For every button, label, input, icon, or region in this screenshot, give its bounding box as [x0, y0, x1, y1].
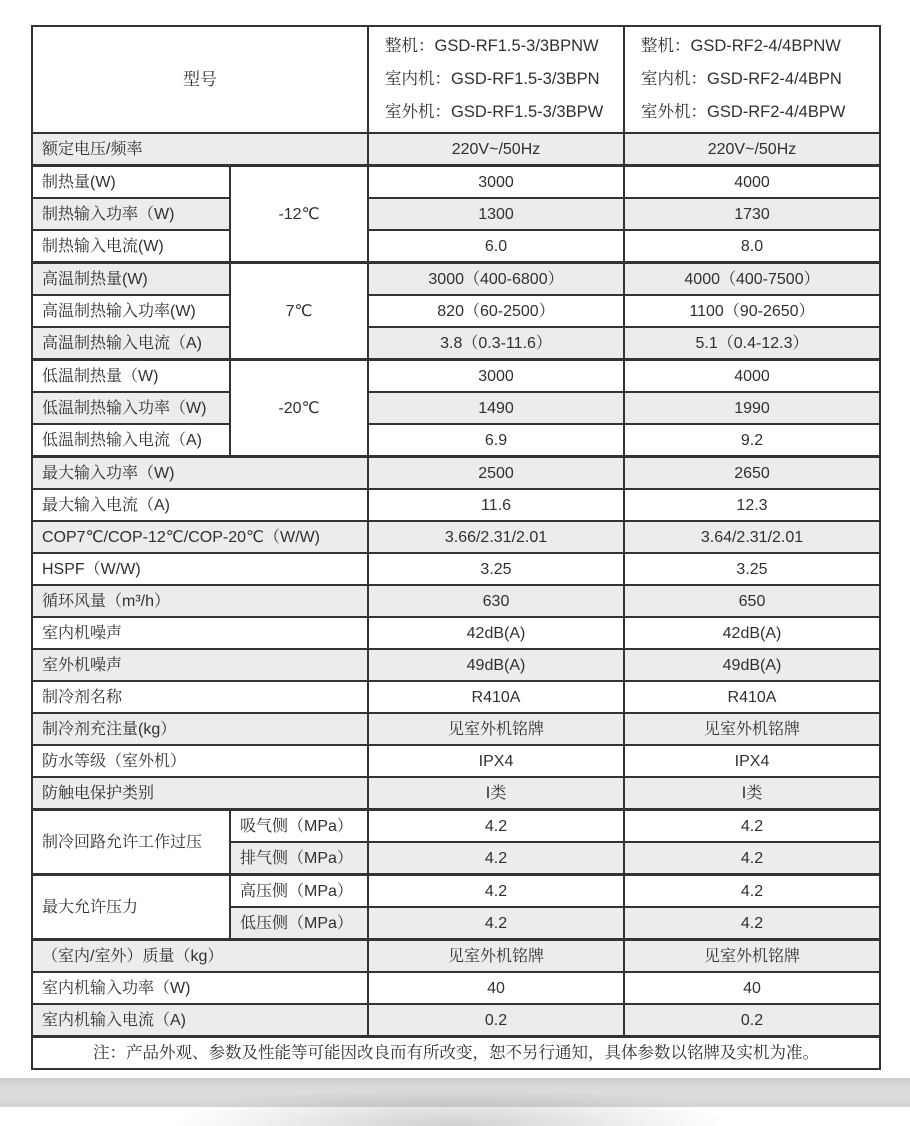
- row-value: 820（60-2500）: [368, 295, 624, 327]
- spec-table: [31, 25, 881, 1070]
- row-label: 制热输入功率（W): [32, 198, 230, 230]
- row-label: 高温制热输入电流（A): [32, 327, 230, 360]
- table-row: [32, 940, 880, 973]
- row-value: 3000: [368, 360, 624, 393]
- row-value: 49dB(A): [624, 649, 880, 681]
- row-value: 6.0: [368, 230, 624, 263]
- row-value: 12.3: [624, 489, 880, 521]
- row-value: 4.2: [368, 842, 624, 875]
- bottom-shadow-band: [0, 1078, 910, 1107]
- row-label: 低温制热量（W): [32, 360, 230, 393]
- row-label: 低温制热输入电流（A): [32, 424, 230, 457]
- group-label-overpressure: 制冷回路允许工作过压: [32, 810, 230, 875]
- row-value: 见室外机铭牌: [624, 940, 880, 973]
- row-value: 4.2: [624, 842, 880, 875]
- row-label: HSPF（W/W): [32, 553, 368, 585]
- table-row: [32, 166, 880, 199]
- table-row: [32, 713, 880, 745]
- row-label: 额定电压/频率: [32, 133, 368, 166]
- model-cell-2: [624, 26, 880, 133]
- row-value: 0.2: [624, 1004, 880, 1037]
- row-value: 1730: [624, 198, 880, 230]
- row-value: 6.9: [368, 424, 624, 457]
- note-text: 注：产品外观、参数及性能等可能因改良而有所改变，恕不另行通知，具体参数以铭牌及实机为准。: [32, 1037, 880, 1070]
- temp-cell-minus20: -20℃: [230, 360, 368, 457]
- row-label: 室内机输入电流（A): [32, 1004, 368, 1037]
- row-value: 40: [368, 972, 624, 1004]
- row-label: 防触电保护类别: [32, 777, 368, 810]
- row-value: 3.64/2.31/2.01: [624, 521, 880, 553]
- row-value: 3.25: [368, 553, 624, 585]
- row-value: 3000（400-6800）: [368, 263, 624, 296]
- row-sublabel: 高压侧（MPa）: [230, 875, 368, 908]
- model-1-whole: 整机：GSD-RF1.5-3/3BPNW: [385, 37, 599, 55]
- row-label: 制热输入电流(W): [32, 230, 230, 263]
- row-value: 4000（400-7500）: [624, 263, 880, 296]
- row-label: 制冷剂名称: [32, 681, 368, 713]
- temp-cell-minus12: -12℃: [230, 166, 368, 263]
- model-header-label: 型号: [32, 26, 368, 133]
- row-value: R410A: [624, 681, 880, 713]
- model-cell-1: [368, 26, 624, 133]
- row-label: 循环风量（m³/h）: [32, 585, 368, 617]
- table-row: [32, 424, 880, 457]
- row-value: Ⅰ类: [624, 777, 880, 810]
- row-value: 8.0: [624, 230, 880, 263]
- table-row: [32, 875, 880, 908]
- table-row: [32, 810, 880, 843]
- model-1-outdoor: 室外机：GSD-RF1.5-3/3BPW: [385, 103, 604, 121]
- table-row: [32, 230, 880, 263]
- row-label: 低温制热输入功率（W): [32, 392, 230, 424]
- row-value: 1100（90-2650）: [624, 295, 880, 327]
- table-row: [32, 392, 880, 424]
- row-value: 3.25: [624, 553, 880, 585]
- table-row: [32, 360, 880, 393]
- table-row: [32, 263, 880, 296]
- model-2-outdoor: 室外机：GSD-RF2-4/4BPW: [641, 103, 846, 121]
- table-row: [32, 681, 880, 713]
- row-sublabel: 排气侧（MPa）: [230, 842, 368, 875]
- row-value: 1300: [368, 198, 624, 230]
- row-label: 室内机噪声: [32, 617, 368, 649]
- row-value: IPX4: [624, 745, 880, 777]
- table-row: [32, 489, 880, 521]
- table-row: [32, 198, 880, 230]
- row-value: 1990: [624, 392, 880, 424]
- row-label: 最大输入电流（A): [32, 489, 368, 521]
- row-value: 49dB(A): [368, 649, 624, 681]
- row-label: 制冷剂充注量(kg）: [32, 713, 368, 745]
- row-value: 42dB(A): [368, 617, 624, 649]
- row-value: 9.2: [624, 424, 880, 457]
- row-sublabel: 吸气侧（MPa）: [230, 810, 368, 843]
- row-label: COP7℃/COP-12℃/COP-20℃（W/W): [32, 521, 368, 553]
- row-value: 4.2: [624, 875, 880, 908]
- table-row: [32, 457, 880, 490]
- table-row: [32, 553, 880, 585]
- row-label: 高温制热输入功率(W): [32, 295, 230, 327]
- row-label: （室内/室外）质量（kg）: [32, 940, 368, 973]
- table-row: [32, 777, 880, 810]
- table-row: [32, 295, 880, 327]
- temp-cell-plus7: 7℃: [230, 263, 368, 360]
- row-value: 630: [368, 585, 624, 617]
- row-value: 5.1（0.4-12.3）: [624, 327, 880, 360]
- row-label: 最大输入功率（W): [32, 457, 368, 490]
- table-row: [32, 327, 880, 360]
- row-value: 见室外机铭牌: [368, 713, 624, 745]
- row-value: 11.6: [368, 489, 624, 521]
- row-value: 2650: [624, 457, 880, 490]
- model-2-indoor: 室内机：GSD-RF2-4/4BPN: [641, 70, 842, 88]
- row-label: 制热量(W): [32, 166, 230, 199]
- row-value: 2500: [368, 457, 624, 490]
- row-value: 0.2: [368, 1004, 624, 1037]
- row-value: 4.2: [368, 875, 624, 908]
- table-header-row: [32, 26, 880, 133]
- row-value: 4000: [624, 360, 880, 393]
- row-value: 40: [624, 972, 880, 1004]
- row-value: 3.8（0.3-11.6）: [368, 327, 624, 360]
- note-row: [32, 1037, 880, 1070]
- row-value: 1490: [368, 392, 624, 424]
- row-label: 室内机输入功率（W): [32, 972, 368, 1004]
- table-row: [32, 617, 880, 649]
- row-label: 防水等级（室外机）: [32, 745, 368, 777]
- table-row: [32, 972, 880, 1004]
- row-value: 42dB(A): [624, 617, 880, 649]
- model-1-indoor: 室内机：GSD-RF1.5-3/3BPN: [385, 70, 600, 88]
- row-label: 高温制热量(W): [32, 263, 230, 296]
- row-value: 220V~/50Hz: [624, 133, 880, 166]
- row-value: 见室外机铭牌: [624, 713, 880, 745]
- table-row: [32, 649, 880, 681]
- row-value: 4.2: [368, 810, 624, 843]
- table-row: [32, 521, 880, 553]
- row-value: 4000: [624, 166, 880, 199]
- row-value: 见室外机铭牌: [368, 940, 624, 973]
- group-label-max-pressure: 最大允许压力: [32, 875, 230, 940]
- row-value: 4.2: [368, 907, 624, 940]
- table-row: [32, 745, 880, 777]
- row-value: IPX4: [368, 745, 624, 777]
- row-value: 3.66/2.31/2.01: [368, 521, 624, 553]
- row-value: 650: [624, 585, 880, 617]
- table-row: [32, 585, 880, 617]
- row-sublabel: 低压侧（MPa）: [230, 907, 368, 940]
- shadow-smudge: [170, 1086, 730, 1126]
- row-label: 室外机噪声: [32, 649, 368, 681]
- table-row: [32, 133, 880, 166]
- row-value: Ⅰ类: [368, 777, 624, 810]
- row-value: 4.2: [624, 810, 880, 843]
- table-row: [32, 1004, 880, 1037]
- row-value: 4.2: [624, 907, 880, 940]
- row-value: 220V~/50Hz: [368, 133, 624, 166]
- row-value: R410A: [368, 681, 624, 713]
- model-2-whole: 整机：GSD-RF2-4/4BPNW: [641, 37, 841, 55]
- row-value: 3000: [368, 166, 624, 199]
